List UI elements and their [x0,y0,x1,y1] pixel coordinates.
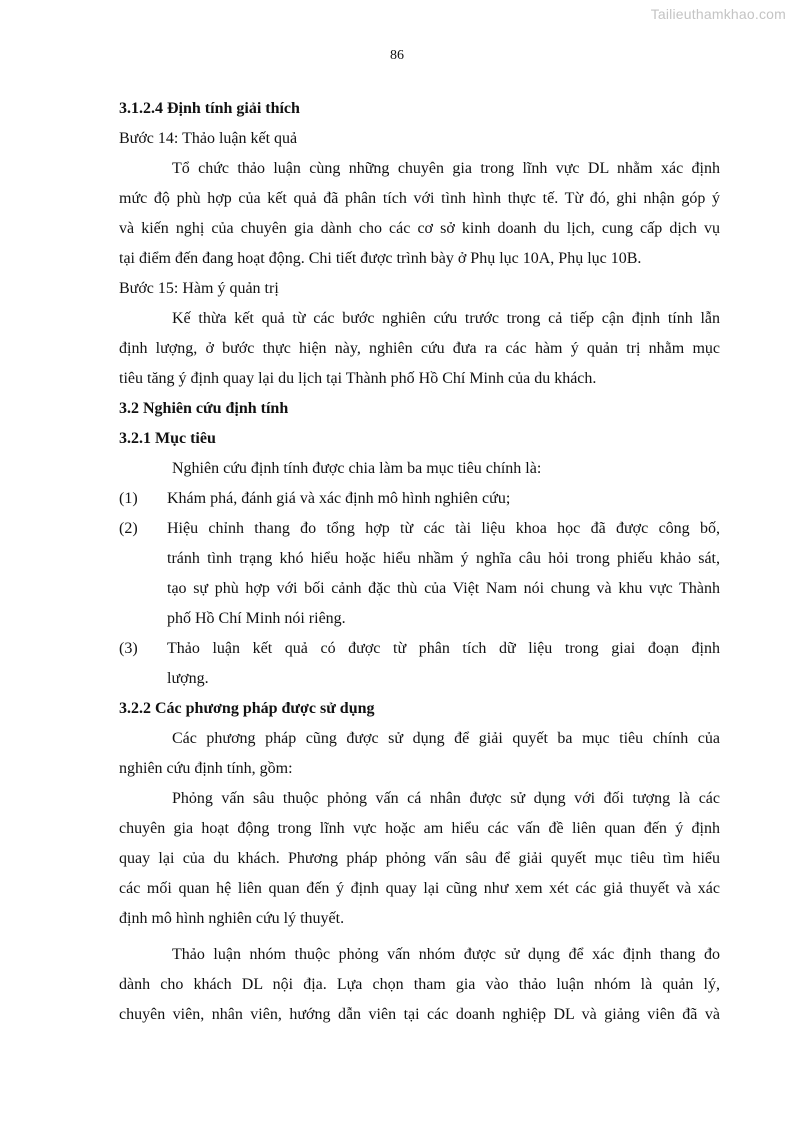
objective-item-1 [119,484,720,514]
step-14-line-1: Tổ chức thảo luận cùng những chuyên gia trong lĩnh vực DL nhằm xác định [172,160,720,177]
methods-p1-line-1: Các phương pháp cũng được sử dụng để giải quyết ba mục tiêu chính của [172,730,720,747]
step-14-line-2: mức độ phù hợp của kết quả đã phân tích với tình hình thực tế. Từ đó, ghi nhận góp ý [119,190,720,207]
methods-p2-line-3: quay lại của du khách. Phương pháp phỏng vấn sâu để giải quyết mục tiêu tìm hiểu [119,850,720,867]
step-15-label: Bước 15: Hàm ý quản trị [119,280,279,297]
watermark: Tailieuthamkhao.com [650,6,786,22]
step-15-line-2: định lượng, ở bước thực hiện này, nghiên cứu đưa ra các hàm ý quản trị nhằm mục [119,340,720,357]
objective-number: (3) [119,640,138,657]
methods-p2-line-1: Phỏng vấn sâu thuộc phỏng vấn cá nhân được sử dụng với đối tượng là các [172,790,720,807]
methods-p2-line-2: chuyên gia hoạt động trong lĩnh vực hoặc am hiểu các vấn đề liên quan đến ý định [119,820,720,837]
page-number: 86 [390,48,404,63]
objective-text: Khám phá, đánh giá và xác định mô hình nghiên cứu; [167,490,511,507]
methods-p3-line-1: Thảo luận nhóm thuộc phỏng vấn nhóm được sử dụng để xác định thang đo [172,946,720,963]
objective-2-line-2: tránh tình trạng khó hiểu hoặc hiểu nhầm ý nghĩa câu hỏi trong phiếu khảo sát, [167,550,720,567]
objective-number: (2) [119,520,138,537]
document-body [119,94,720,1030]
section-heading-3-2-1: 3.2.1 Mục tiêu [119,430,216,447]
step-14-line-4: tại điểm đến đang hoạt động. Chi tiết được trình bày ở Phụ lục 10A, Phụ lục 10B. [119,250,642,267]
objective-2-line-4: phố Hồ Chí Minh nói riêng. [167,610,346,627]
methods-p2-line-4: các mối quan hệ liên quan đến ý định quay lại cũng như xem xét các giả thuyết và xác [119,880,720,897]
methods-p2-line-5: định mô hình nghiên cứu lý thuyết. [119,910,345,927]
objective-2-line-3: tạo sự phù hợp với bối cảnh đặc thù của Việt Nam nói chung và khu vực Thành [167,580,720,597]
methods-p3-line-3: chuyên viên, nhân viên, hướng dẫn viên tại các doanh nghiệp DL và giảng viên đã và [119,1006,720,1023]
objectives-intro: Nghiên cứu định tính được chia làm ba mục tiêu chính là: [172,460,542,477]
section-heading-3-1-2-4: 3.1.2.4 Định tính giải thích [119,100,300,117]
step-14-label: Bước 14: Thảo luận kết quả [119,130,298,147]
step-15-line-1: Kế thừa kết quả từ các bước nghiên cứu trước trong cả tiếp cận định tính lẫn [172,310,720,327]
methods-p3-line-2: dành cho khách DL nội địa. Lựa chọn tham gia vào thảo luận nhóm là quản lý, [119,976,720,993]
objective-number: (1) [119,490,138,507]
step-15-line-3: tiêu tăng ý định quay lại du lịch tại Thành phố Hồ Chí Minh của du khách. [119,370,597,387]
objective-item-3 [119,634,720,664]
methods-p1-line-2: nghiên cứu định tính, gồm: [119,760,293,777]
objective-text: Hiệu chỉnh thang đo tổng hợp từ các tài liệu khoa học đã được công bố, [167,520,720,537]
step-14-line-3: và kiến nghị của chuyên gia dành cho các cơ sở kinh doanh du lịch, cung cấp dịch vụ [119,220,720,237]
section-heading-3-2: 3.2 Nghiên cứu định tính [119,400,289,417]
objective-item-2 [119,514,720,544]
section-heading-3-2-2: 3.2.2 Các phương pháp được sử dụng [119,700,375,717]
objective-3-line-2: lượng. [167,670,209,687]
objective-text: Thảo luận kết quả có được từ phân tích dữ liệu trong giai đoạn định [167,640,720,657]
